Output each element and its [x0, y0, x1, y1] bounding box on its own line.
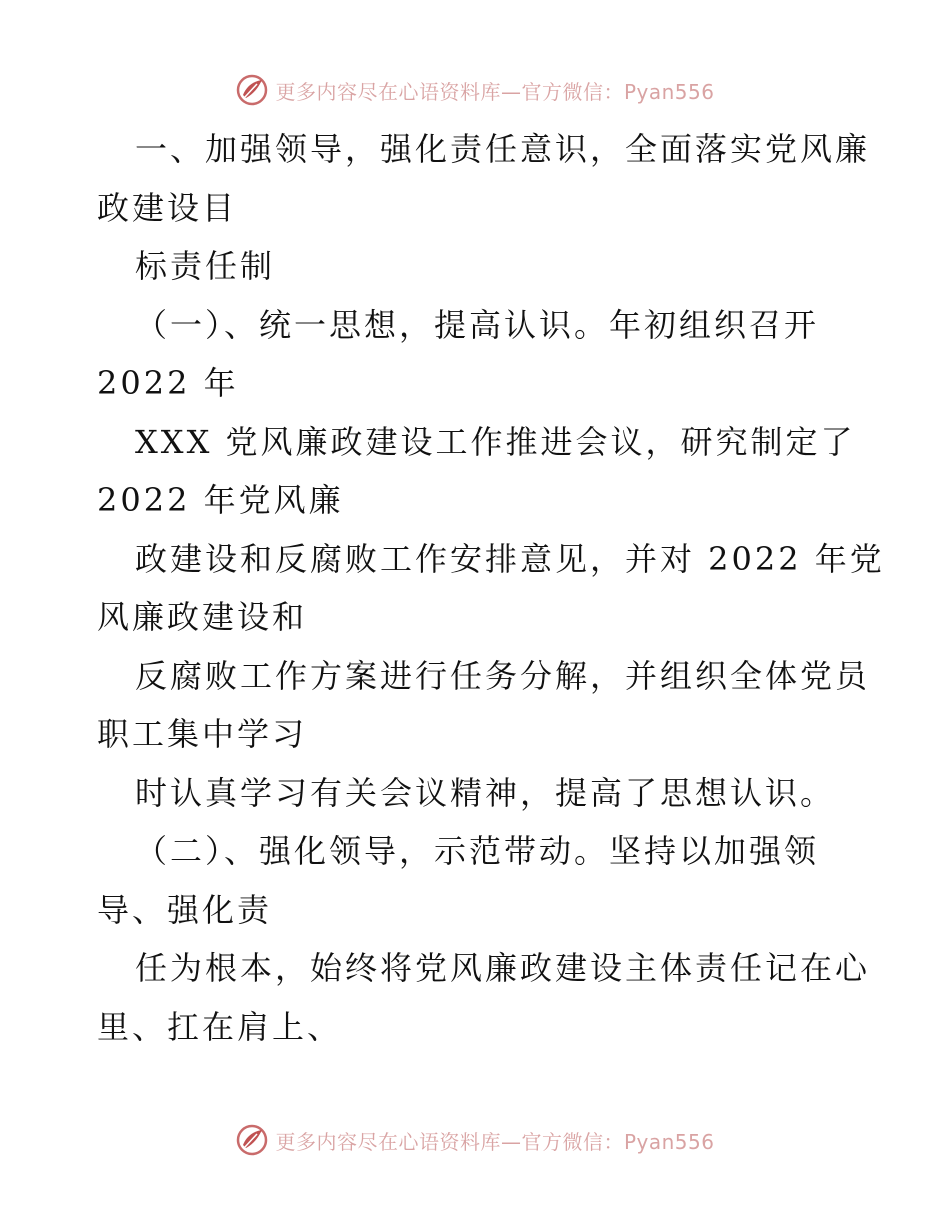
- pen-leaf-logo-icon: [235, 1123, 269, 1157]
- body-text-line: 一、加强领导，强化责任意识，全面落实党风廉: [135, 130, 871, 168]
- body-text-line: 风廉政建设和: [97, 598, 308, 636]
- body-text-line: 政建设目: [97, 188, 238, 227]
- body-text-line: 反腐败工作方案进行任务分解，并组织全体党员: [135, 656, 871, 695]
- body-text-line: （一）、统一思想，提高认识。年初组织召开: [135, 305, 820, 344]
- header-watermark: [0, 70, 950, 110]
- body-text-line: 标责任制: [135, 247, 276, 285]
- document-body: [97, 120, 885, 1056]
- body-text-line: （二）、强化领导，示范带动。坚持以加强领: [135, 832, 820, 870]
- footer-watermark: [0, 1120, 950, 1160]
- watermark-text: 更多内容尽在心语资料库—官方微信：Pyan556: [275, 1129, 715, 1154]
- body-text-line: 里、扛在肩上、: [97, 1007, 343, 1046]
- body-text-line: 政建设和反腐败工作安排意见，并对 2022 年党: [135, 539, 885, 578]
- body-text-line: 时认真学习有关会议精神，提高了思想认识。: [135, 773, 836, 812]
- body-text-line: 2022 年: [97, 364, 239, 402]
- pen-leaf-logo-icon: [235, 73, 269, 107]
- body-text-line: 任为根本，始终将党风廉政建设主体责任记在心: [135, 949, 871, 987]
- body-text-line: XXX 党风廉政建设工作推进会议，研究制定了: [135, 422, 856, 461]
- body-text-line: 2022 年党风廉: [97, 481, 344, 519]
- body-text-line: 职工集中学习: [97, 715, 308, 753]
- watermark-text: 更多内容尽在心语资料库—官方微信：Pyan556: [275, 79, 715, 104]
- body-text-line: 导、强化责: [97, 890, 273, 929]
